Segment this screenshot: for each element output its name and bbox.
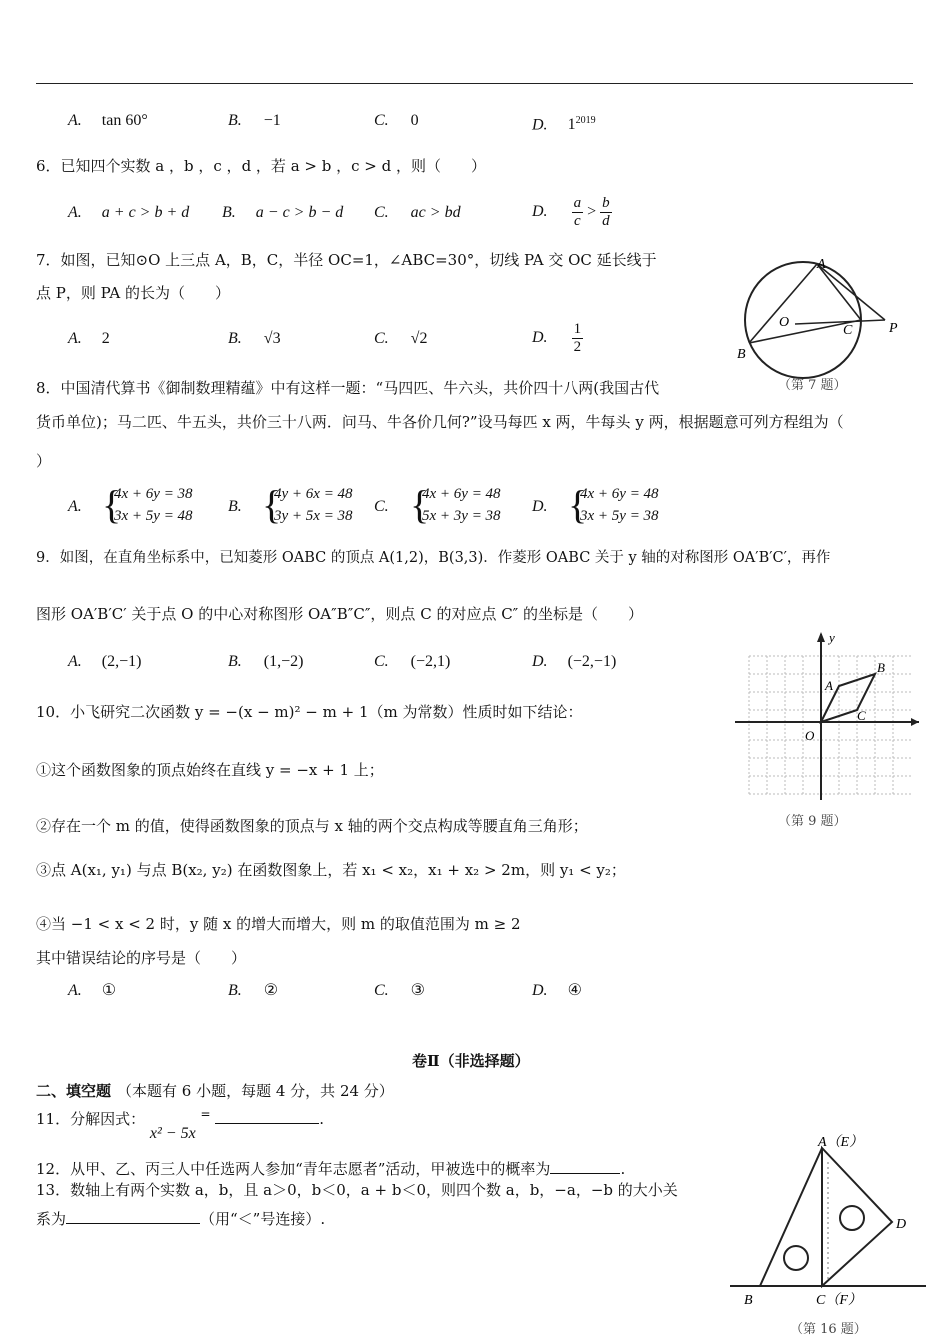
- q12-answer-blank[interactable]: [550, 1158, 620, 1174]
- q10-option-b[interactable]: B. ②: [228, 982, 279, 999]
- label-a: A: [817, 257, 826, 272]
- figure-q16-caption: （第 16 题）: [790, 1322, 867, 1337]
- q9-stem-line1: 9．如图，在直角坐标系中，已知菱形 OABC 的顶点 A(1,2)，B(3,3)．作菱形 OABC 关于 y 轴的对称图形 OA′B′C′，再作: [36, 550, 831, 566]
- figure-q9-grid: [735, 628, 925, 806]
- q10-statement-1: ①这个函数图象的顶点始终在直线 y = −x + 1 上；: [36, 761, 384, 779]
- q8-stem-line1: 8．中国清代算书《御制数理精蕴》中有这样一题：“马四匹、牛六头，共价四十八两(我国古代: [36, 379, 660, 397]
- label-a-e: A（E）: [818, 1135, 864, 1150]
- q13-answer-blank[interactable]: [66, 1208, 200, 1224]
- fraction-b-over-d: $\frac{b}{d}$: [602, 194, 610, 229]
- q13-line2: 系为 （用“＜”号连接）.: [36, 1210, 326, 1228]
- label-b: B: [744, 1293, 753, 1308]
- q8-option-a-letter[interactable]: A.: [68, 498, 82, 515]
- q5-option-a[interactable]: A. tan 60°: [68, 112, 148, 129]
- q7-option-c[interactable]: C. √2: [374, 330, 428, 347]
- q8-option-c-letter[interactable]: C.: [374, 498, 389, 515]
- q7-option-d[interactable]: D. $\frac{1}{2}$: [532, 320, 582, 355]
- q8-stem-line2: 货币单位)；马二匹、牛五头，共价三十八两．问马、牛各价几何?”设马每匹 x 两，牛每头 y 两，根据题意可列方程组为（: [36, 413, 844, 431]
- q5-option-b[interactable]: B. −1: [228, 112, 281, 129]
- q9-option-b[interactable]: B. (1,−2): [228, 653, 304, 670]
- q10-option-d[interactable]: D. ④: [532, 982, 582, 999]
- q13-line1: 13．数轴上有两个实数 a，b，且 a＞0，b＜0，a + b＜0，则四个数 a，b，−a，−b 的大小关: [36, 1181, 678, 1199]
- label-c: C: [857, 708, 866, 723]
- q7-stem-line1: 7．如图，已知⊙O 上三点 A，B，C，半径 OC=1，∠ABC=30°，切线 PA 交 OC 延长线于: [36, 251, 657, 269]
- q7-stem-line2: 点 P，则 PA 的长为（ ）: [36, 284, 230, 302]
- q10-question: 其中错误结论的序号是（ ）: [36, 949, 247, 967]
- q8-option-b-letter[interactable]: B.: [228, 498, 242, 515]
- q6-option-a[interactable]: A. a + c > b + d: [68, 204, 190, 221]
- q9-option-a[interactable]: A. (2,−1): [68, 653, 142, 670]
- figure-q16-triangles: [728, 1132, 928, 1310]
- q11-answer-blank[interactable]: [215, 1108, 319, 1124]
- q10-statement-3: ③点 A(x₁, y₁) 与点 B(x₂, y₂) 在函数图象上，若 x₁ < x₂，x₁ + x₂ > 2m，则 y₁ < y₂；: [36, 861, 626, 879]
- part2-title: 卷Ⅱ（非选择题）: [412, 1052, 530, 1070]
- q10-statement-2: ②存在一个 m 的值，使得函数图象的顶点与 x 轴的两个交点构成等腰直角三角形；: [36, 817, 588, 835]
- q8-option-d-letter[interactable]: D.: [532, 498, 548, 515]
- label-b: B: [877, 660, 885, 675]
- header-rule: [36, 83, 913, 84]
- q6-stem: 6．已知四个实数 a ，b ，c ，d ，若 a > b ，c > d ，则（ ）: [36, 157, 486, 175]
- label-c: C: [843, 323, 853, 338]
- q7-option-b[interactable]: B. √3: [228, 330, 281, 347]
- q7-option-a[interactable]: A. 2: [68, 330, 110, 347]
- q10-stem: 10．小飞研究二次函数 y = −(x − m)² − m + 1（m 为常数）性质时如下结论：: [36, 703, 583, 721]
- label-o: O: [779, 315, 790, 330]
- q12: 12．从甲、乙、丙三人中任选两人参加“青年志愿者”活动，甲被选中的概率为 .: [36, 1160, 626, 1178]
- q10-option-c[interactable]: C. ③: [374, 982, 426, 999]
- label-d: D: [896, 1217, 907, 1232]
- section-fill-blank: 二、填空题 （本题有 6 小题，每题 4 分，共 24 分）: [36, 1082, 394, 1100]
- figure-q7-caption: （第 7 题）: [778, 378, 847, 393]
- label-a: A: [825, 678, 833, 693]
- label-o: O: [805, 728, 815, 743]
- q10-option-a[interactable]: A. ①: [68, 982, 117, 999]
- q10-statement-4: ④当 −1 < x < 2 时，y 随 x 的增大而增大，则 m 的取值范围为 m ≥ 2: [36, 915, 521, 933]
- q6-option-b[interactable]: B. a − c > b − d: [222, 204, 344, 221]
- label-y-axis: y: [829, 630, 835, 645]
- q6-option-c[interactable]: C. ac > bd: [374, 204, 461, 221]
- label-c-f: C（F）: [816, 1293, 862, 1308]
- fraction-a-over-c: $\frac{a}{c}$: [573, 194, 582, 229]
- q11: 11．分解因式： x² − 5x = .: [36, 1107, 325, 1142]
- q5-option-c[interactable]: C. 0: [374, 112, 419, 129]
- q9-option-c[interactable]: C. (−2,1): [374, 653, 451, 670]
- figure-q9-caption: （第 9 题）: [778, 814, 847, 829]
- q8-stem-line3: ）: [36, 452, 52, 470]
- label-b: B: [737, 347, 746, 362]
- q5-option-d[interactable]: D. $1^{2019}$: [532, 115, 596, 134]
- q9-stem-line2: 图形 OA′B′C′ 关于点 O 的中心对称图形 OA″B″C″，则点 C 的对应点 C″ 的坐标是（ ）: [36, 605, 644, 623]
- q6-option-d[interactable]: D. $\frac{a}{c}$ > $\frac{b}{d}$: [532, 194, 610, 229]
- q9-option-d[interactable]: D. (−2,−1): [532, 653, 617, 670]
- label-p: P: [889, 321, 898, 336]
